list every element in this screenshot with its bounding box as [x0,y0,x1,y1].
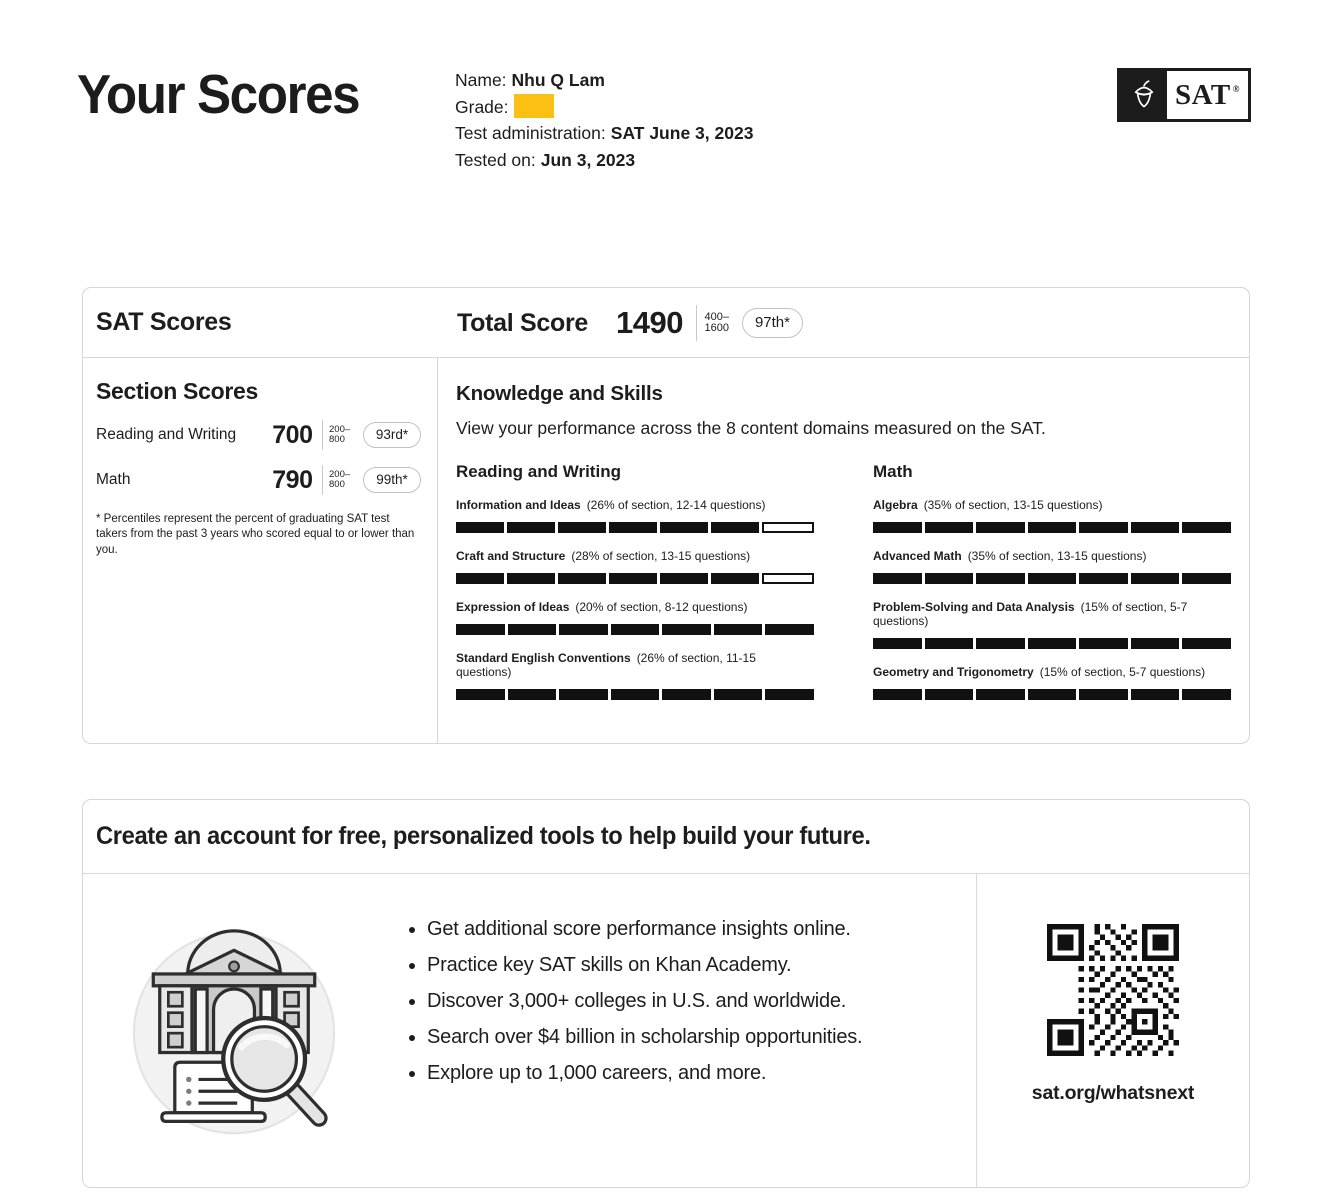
score-bar-segment [559,689,608,700]
promo-card-body [83,874,1249,1187]
scores-card-header [83,288,1249,358]
score-bar-segment [925,522,974,533]
score-bar-segment [508,624,557,635]
score-bar-segment [1131,689,1180,700]
qr-caption: sat.org/whatsnext [1031,1082,1195,1104]
score-bar-segment [508,689,557,700]
domain-head [456,498,814,512]
domain-expression-of-ideas [456,600,814,635]
total-score-label: Total Score [457,308,588,337]
domain-name: Algebra [873,498,918,512]
score-bar-segment [1028,522,1077,533]
score-bar-segment [1182,638,1231,649]
score-bar-segment [1028,573,1077,584]
section-percentile-badge: 99th* [363,467,421,493]
create-account-card [82,799,1250,1188]
scores-card-title: SAT Scores [96,308,232,336]
score-bar-segment [1079,638,1128,649]
benefits-list [397,918,976,1085]
administration-label: Test administration: [455,123,606,143]
domain-detail: (26% of section, 12-14 questions) [586,498,766,512]
domain-head [873,549,1231,563]
domain-detail: (35% of section, 13-15 questions) [967,549,1147,563]
domain-information-and-ideas [456,498,814,533]
score-bar-segment [765,689,814,700]
score-bar-segment [662,624,711,635]
section-score-divider [322,465,324,495]
score-bar-segment [456,573,504,584]
administration-value: SAT June 3, 2023 [610,123,754,143]
section-label: Math [96,471,131,488]
score-bar-segment [609,522,657,533]
knowledge-skills-panel [438,358,1249,744]
info-administration [455,120,753,147]
section-score-range [329,425,355,445]
tested-on-label: Tested on: [455,149,536,170]
score-bar-segment [714,624,763,635]
info-grade [455,94,753,121]
domain-craft-and-structure [456,549,814,584]
section-label: Reading and Writing [96,426,237,443]
college-search-illustration [83,874,385,1187]
total-score-range [704,312,728,335]
tested-on-value: Jun 3, 2023 [540,149,636,170]
sat-scores-card [82,287,1250,744]
scores-card-body [83,358,1249,744]
domain-name: Geometry and Trigonometry [873,665,1034,679]
score-bar-segment [456,689,505,700]
knowledge-skills-subtitle: View your performance across the 8 content domains measured on the SAT. [456,418,1046,438]
score-bar-segment [714,689,763,700]
domains-grid [456,462,1231,700]
range-top: 200– [329,469,351,480]
benefit-item: • Practice key SAT skills on Khan Academy. [427,954,976,977]
score-bar-segment [507,522,555,533]
section-percentile-badge: 93rd* [363,422,421,448]
domain-head [456,651,814,679]
knowledge-skills-title: Knowledge and Skills [456,382,663,405]
score-bar-segment [660,573,708,584]
score-bar-segment [1028,689,1077,700]
total-score-group [457,288,803,358]
score-bar-segment [873,689,922,700]
section-scores-title: Section Scores [96,378,258,404]
score-bar-segment [1182,573,1231,584]
domain-detail: (26% of section, 11-15 questions) [456,651,756,679]
domain-column-math [873,462,1231,700]
domain-detail: (28% of section, 13-15 questions) [571,549,751,563]
score-bar-segment [611,624,660,635]
domain-head [873,498,1231,512]
score-bar-segment [1079,573,1128,584]
domain-detail: (15% of section, 5-7 questions) [1039,665,1206,679]
score-bar-segment [873,573,922,584]
registered-mark: ® [1232,84,1240,94]
score-bar-segment [765,624,814,635]
score-bar-segment [456,624,505,635]
score-bar [873,573,1231,584]
score-bar [873,638,1231,649]
score-bar-segment [507,573,555,584]
score-bar-segment [925,573,974,584]
score-bar [456,689,814,700]
total-score-value: 1490 [616,305,683,340]
section-score-range [329,470,355,490]
score-bar-segment [873,638,922,649]
percentile-footnote: * Percentiles represent the percent of graduating SAT test takers from the past 3 years who scored equal to or lower than you. [96,513,415,556]
benefit-item: • Discover 3,000+ colleges in U.S. and worldwide. [427,990,976,1013]
score-bar-segment [873,522,922,533]
score-bar-segment [925,689,974,700]
score-bar-segment [1131,522,1180,533]
domain-detail: (35% of section, 13-15 questions) [923,498,1103,512]
total-percentile-badge: 97th* [742,308,803,338]
score-bar [873,522,1231,533]
qr-cell [976,874,1249,1187]
score-bar-segment [1079,689,1128,700]
page-title: Your Scores [77,63,360,125]
domain-column-title: Math [873,462,913,481]
domain-name: Problem-Solving and Data Analysis [873,600,1075,614]
domain-head [873,665,1231,679]
score-bar-segment [976,689,1025,700]
domain-name: Expression of Ideas [456,600,570,614]
sat-logo-text: SAT ® [1167,71,1248,119]
score-bar-segment [976,573,1025,584]
section-scores-panel [83,358,438,744]
domain-detail: (15% of section, 5-7 questions) [873,600,1188,628]
domain-advanced-math [873,549,1231,584]
section-score-divider [322,420,324,450]
grade-label: Grade: [455,96,509,117]
score-bar-segment [609,573,657,584]
info-tested-on [455,147,753,174]
range-bottom: 800 [329,434,345,445]
benefit-item: • Get additional score performance insights online. [427,918,976,941]
promo-title: Create an account for free, personalized tools to help build your future. [96,822,871,850]
domain-name: Standard English Conventions [456,651,631,665]
total-range-bottom: 1600 [704,322,729,334]
benefits-list-cell [385,874,976,1187]
name-label: Name: [455,70,507,90]
score-bar-segment [611,689,660,700]
domain-column-reading-writing [456,462,814,700]
score-bar-segment [1182,522,1231,533]
score-bar-segment [456,522,504,533]
total-range-top: 400– [704,310,729,323]
section-score-value: 790 [272,465,313,494]
score-bar [456,522,814,533]
domain-standard-english-conventions [456,651,814,700]
student-info [455,67,753,173]
domain-geometry-trigonometry [873,665,1231,700]
domain-problem-solving-data-analysis [873,600,1231,649]
domain-head [873,600,1231,628]
acorn-icon [1120,71,1167,119]
range-top: 200– [329,424,351,435]
total-score-divider [696,305,698,341]
sat-logo [1117,68,1251,122]
score-bar-segment [1131,638,1180,649]
score-row-reading-writing [96,420,421,450]
qr-code [1047,924,1179,1056]
benefit-item: • Explore up to 1,000 careers, and more. [427,1062,976,1085]
score-bar-segment [925,638,974,649]
score-bar-segment [1131,573,1180,584]
name-value: Nhu Q Lam [511,70,605,90]
info-name [455,67,753,94]
score-bar [873,689,1231,700]
score-bar-segment [976,522,1025,533]
grade-redaction [514,94,554,118]
domain-detail: (20% of section, 8-12 questions) [575,600,748,614]
score-bar [456,573,814,584]
domain-head [456,600,814,614]
score-bar-segment [762,522,814,533]
score-bar-segment [711,522,759,533]
domain-column-title: Reading and Writing [456,462,621,481]
section-score-value: 700 [272,420,313,449]
domain-name: Advanced Math [873,549,962,563]
range-bottom: 800 [329,479,345,490]
score-bar-segment [762,573,814,584]
score-row-math [96,465,421,495]
college-building-icon [121,918,347,1144]
score-bar-segment [660,522,708,533]
score-bar [456,624,814,635]
score-bar-segment [976,638,1025,649]
domain-head [456,549,814,563]
score-bar-segment [558,522,606,533]
score-bar-segment [662,689,711,700]
score-bar-segment [711,573,759,584]
domain-algebra [873,498,1231,533]
domain-name: Craft and Structure [456,549,566,563]
benefit-item: • Search over $4 billion in scholarship opportunities. [427,1026,976,1049]
domain-name: Information and Ideas [456,498,581,512]
score-bar-segment [1028,638,1077,649]
promo-card-header [83,800,1249,874]
score-bar-segment [1079,522,1128,533]
score-bar-segment [1182,689,1231,700]
score-bar-segment [558,573,606,584]
score-bar-segment [559,624,608,635]
